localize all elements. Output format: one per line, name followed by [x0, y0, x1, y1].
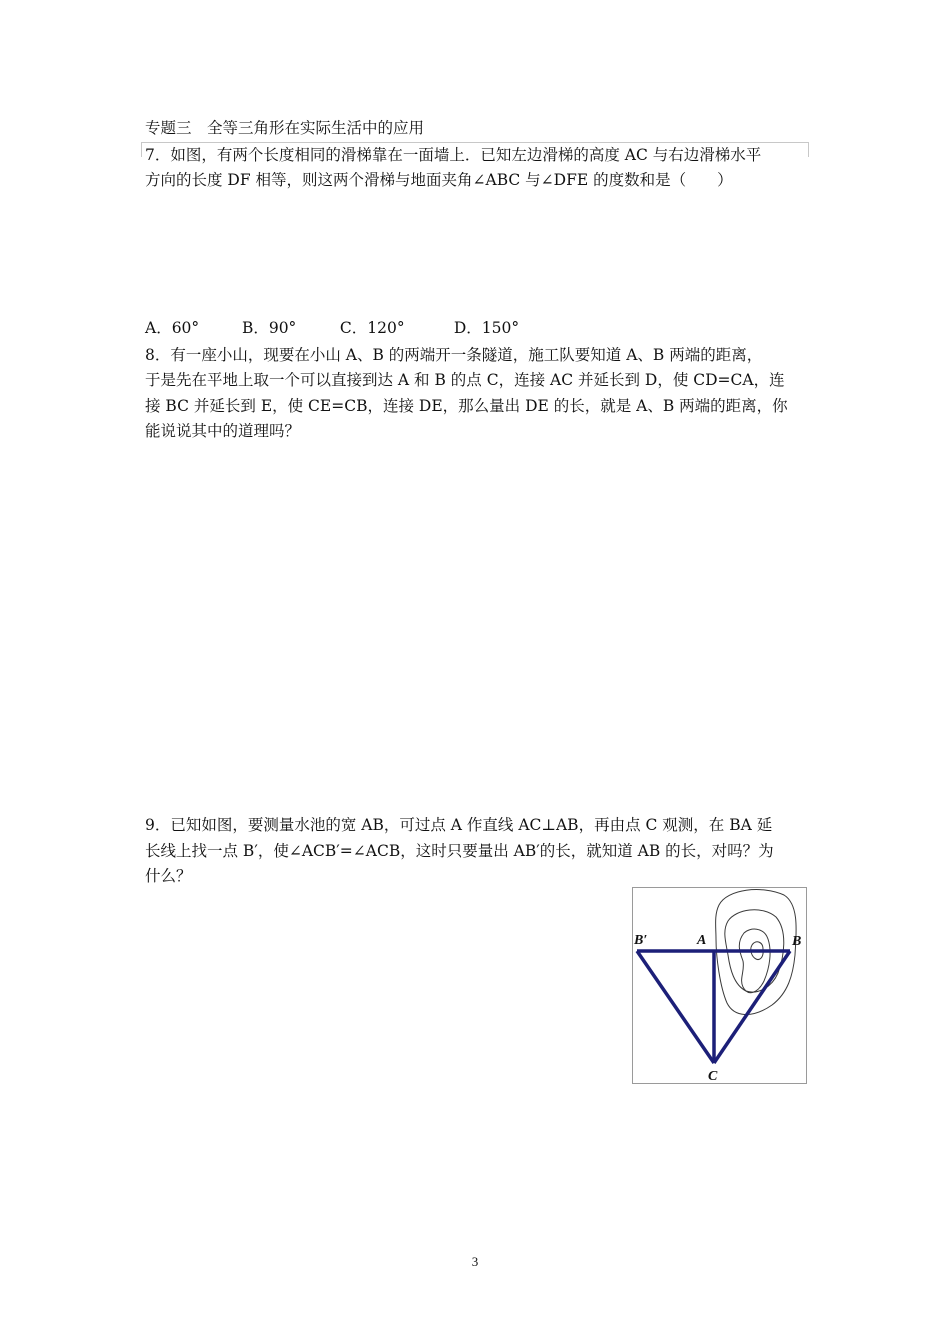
- page-number: 3: [471, 1254, 479, 1269]
- option-a: A．60°: [145, 319, 200, 337]
- q9-line-2: 长线上找一点 B′，使∠ACB′=∠ACB，这时只要量出 AB′的长，就知道 AB 的长，对吗？为: [145, 842, 774, 860]
- q9-line-1: 9．已知如图，要测量水池的宽 AB，可过点 A 作直线 AC⊥AB，再由点 C 观测，在 BA 延: [145, 816, 773, 834]
- q9-line-3: 什么？: [145, 867, 192, 885]
- option-b: B．90°: [241, 319, 297, 337]
- option-c: C．120°: [339, 319, 405, 337]
- label-b-prime: B′: [634, 933, 648, 948]
- label-c: C: [708, 1069, 718, 1084]
- section-title: 专题三 全等三角形在实际生活中的应用: [145, 119, 425, 137]
- q8-line-2: 于是先在平地上取一个可以直接到达 A 和 B 的点 C，连接 AC 并延长到 D，使 CD=CA，连: [145, 371, 785, 389]
- q7-line-2: 方向的长度 DF 相等，则这两个滑梯与地面夹角∠ABC 与∠DFE 的度数和是（ ）: [145, 171, 733, 189]
- q8-line-1: 8．有一座小山，现要在小山 A、B 的两端开一条隧道，施工队要知道 A、B 两端的距离，: [145, 346, 763, 364]
- q8-line-3: 接 BC 并延长到 E，使 CE=CB，连接 DE，那么量出 DE 的长，就是 A、B 两端的距离，你: [145, 397, 788, 415]
- label-a: A: [697, 933, 707, 948]
- q7-options: [145, 318, 519, 338]
- pond-measurement-figure: [632, 887, 808, 1086]
- q8-line-4: 能说说其中的道理吗？: [145, 422, 301, 440]
- label-b: B: [792, 934, 802, 949]
- option-d: D．150°: [453, 319, 520, 337]
- q7-line-1: 7．如图，有两个长度相同的滑梯靠在一面墙上．已知左边滑梯的高度 AC 与右边滑梯水平: [145, 146, 762, 164]
